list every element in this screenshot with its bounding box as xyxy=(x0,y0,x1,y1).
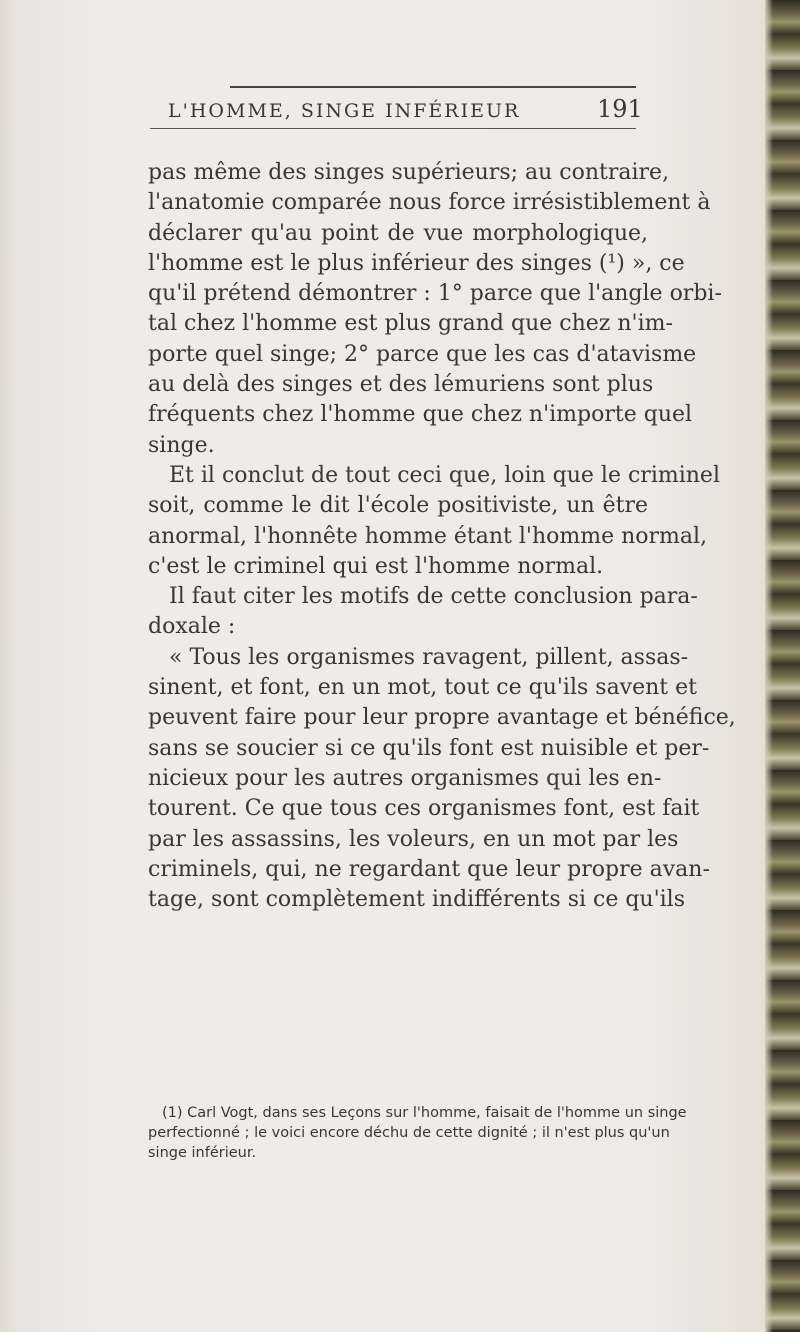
footnote-line: singe inférieur. xyxy=(148,1145,257,1161)
text-line: pas même des singes supérieurs; au contraire, xyxy=(148,160,670,185)
page-number: 191 xyxy=(597,95,643,123)
text-line: fréquents chez l'homme que chez n'importe quel xyxy=(148,402,693,428)
text-line: anormal, l'honnête homme étant l'homme normal, xyxy=(148,523,708,549)
header-rule xyxy=(150,128,636,129)
text-line: sinent, et font, en un mot, tout ce qu'ils savent et xyxy=(148,675,697,701)
text-line: Et il conclut de tout ceci que, loin que le criminel xyxy=(169,462,720,488)
text-line: qu'il prétend démontrer : 1° parce que l'angle orbi- xyxy=(148,281,722,307)
text-line: tal chez l'homme est plus grand que chez n'im- xyxy=(148,311,673,337)
text-line: doxale : xyxy=(148,614,236,640)
text-line: « Tous les organismes ravagent, pillent, assas- xyxy=(169,644,689,670)
footnote-line: (1) Carl Vogt, dans ses Leçons sur l'homme, faisait de l'homme un singe xyxy=(162,1105,687,1121)
footnotes xyxy=(148,1103,687,1163)
text-line: Il faut citer les motifs de cette conclusion para- xyxy=(169,584,698,610)
text-line: l'anatomie comparée nous force irrésistiblement à xyxy=(148,190,711,216)
text-line: sans se soucier si ce qu'ils font est nuisible et per- xyxy=(148,735,710,761)
top-rule xyxy=(230,86,636,88)
text-line: soit, comme le dit l'école positiviste, un être xyxy=(148,493,648,519)
text-line: porte quel singe; 2° parce que les cas d'atavisme xyxy=(148,341,697,367)
text-line: au delà des singes et des lémuriens sont plus xyxy=(148,372,654,398)
text-line: peuvent faire pour leur propre avantage et bénéfice, xyxy=(148,705,736,731)
book-spine-edge xyxy=(765,0,800,1332)
text-line: par les assassins, les voleurs, en un mot par les xyxy=(148,826,679,852)
text-line: criminels, qui, ne regardant que leur propre avan- xyxy=(148,856,710,882)
running-head: L'HOMME, SINGE INFÉRIEUR xyxy=(168,100,521,122)
text-line: tourent. Ce que tous ces organismes font, est fait xyxy=(148,796,700,822)
body-text xyxy=(148,158,736,915)
text-line: l'homme est le plus inférieur des singes (¹) », ce xyxy=(148,250,685,276)
text-line: singe. xyxy=(148,432,215,458)
text-line: déclarer qu'au point de vue morphologique, xyxy=(148,220,648,246)
text-line: tage, sont complètement indifférents si ce qu'ils xyxy=(148,887,686,913)
text-line: c'est le criminel qui est l'homme normal. xyxy=(148,553,604,579)
footnote-line: perfectionné ; le voici encore déchu de cette dignité ; il n'est plus qu'un xyxy=(148,1125,670,1141)
text-line: nicieux pour les autres organismes qui les en- xyxy=(148,765,662,791)
